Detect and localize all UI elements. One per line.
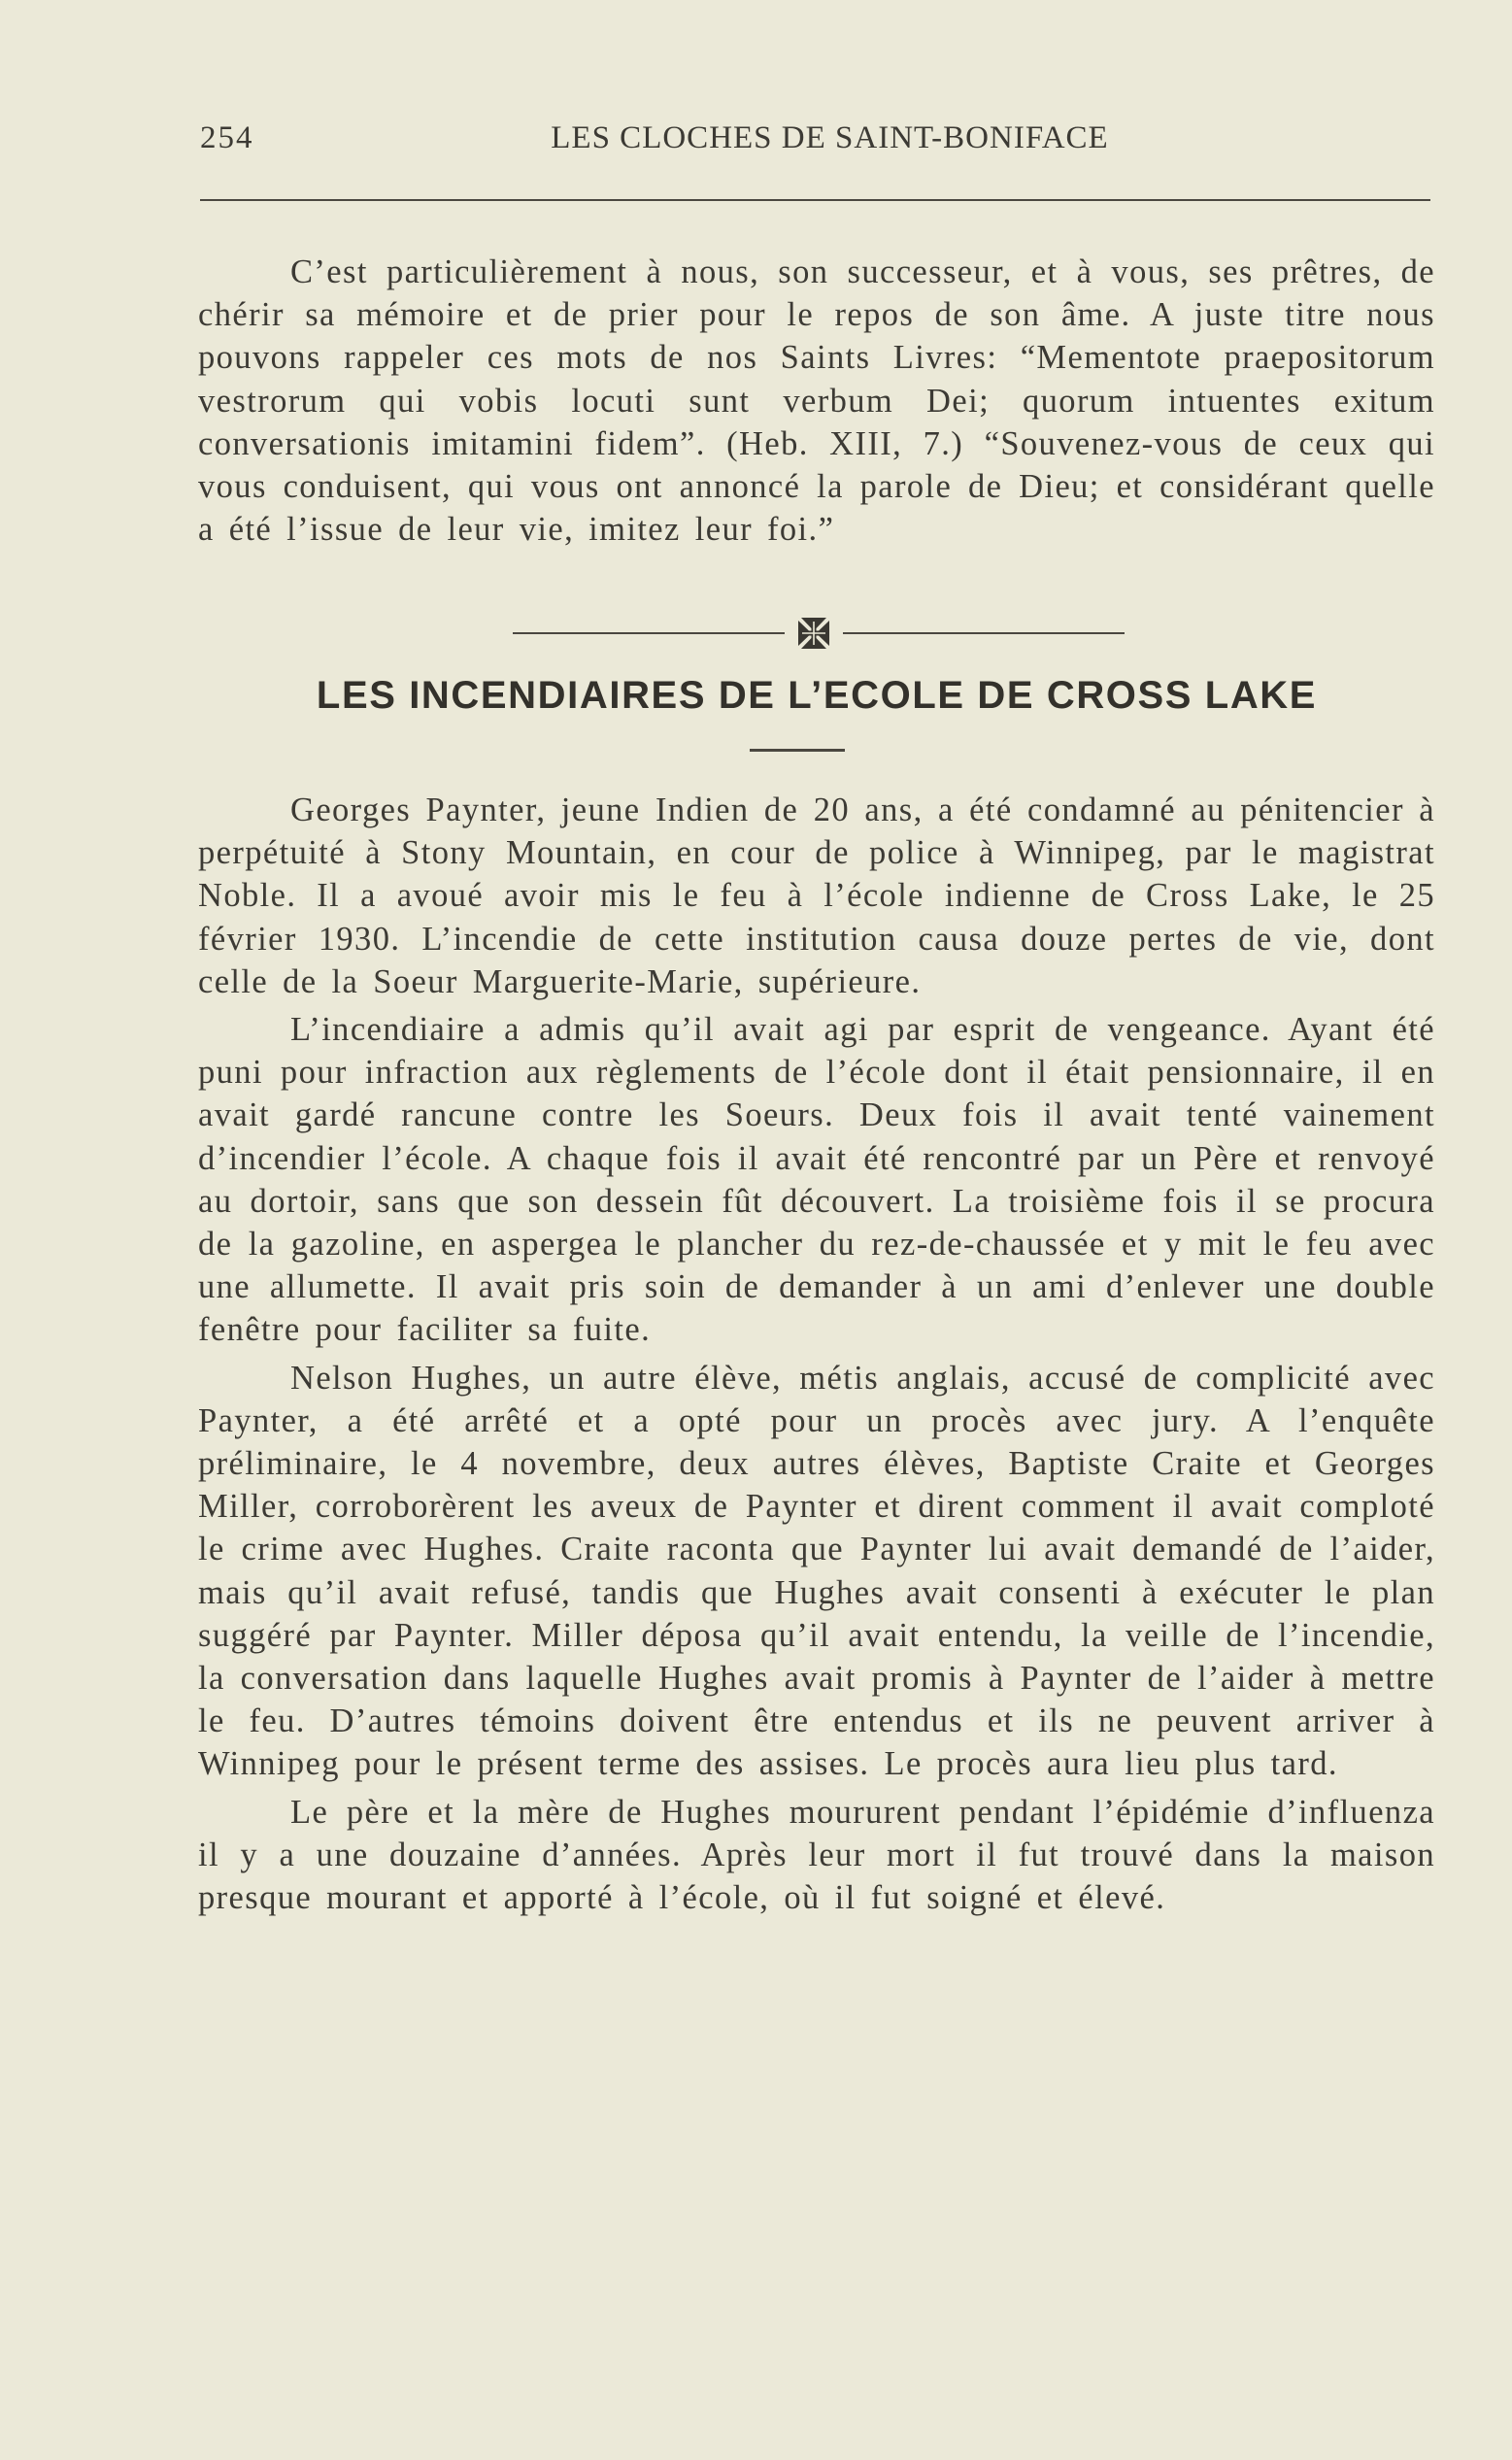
page-number: 254 (200, 120, 254, 155)
article-body (198, 789, 1435, 1919)
running-title: LES CLOCHES DE SAINT-BONIFACE (551, 120, 1109, 155)
intro-paragraph: C’est particulièrement à nous, son successeur, et à vous, ses prêtres, de chérir sa mémoire et de prier pour le repos de son âme. A juste titre nous pouvons rappeler ces mots de nos Saints Livres: “Mementote praepositorum vestrorum qui vobis locuti sunt verbum Dei; quorum intuentes exitum conversationis imitamini fidem”. (Heb. XIII, 7.) “Souvenez-vous de ceux qui vous conduisent, qui vous ont annoncé la parole de Dieu; et considérant quelle a été l’issue de leur vie, imitez leur foi.” (198, 253, 1435, 549)
running-head (200, 120, 1430, 169)
article-paragraph: Georges Paynter, jeune Indien de 20 ans, a été condamné au pénitencier à perpétuité à Stony Mountain, en cour de police à Winnipeg, par le magistrat Noble. Il a avoué avoir mis le feu à l’école indienne de Cross Lake, le 25 février 1930. L’incendie de cette institution causa douze pertes de vie, dont celle de la Soeur Marguerite-Marie, supérieure. (198, 792, 1435, 1000)
divider-line-right (843, 632, 1125, 634)
divider-line-left (513, 632, 785, 634)
header-rule (200, 199, 1430, 201)
intro-text (198, 251, 1435, 551)
article-paragraph: L’incendiaire a admis qu’il avait agi par esprit de vengeance. Ayant été puni pour infraction aux règlements de l’école dont il était pensionnaire, il en avait gardé rancune contre les Soeurs. Deux fois il avait tenté vainement d’incendier l’école. A chaque fois il avait été rencontré par un Père et renvoyé au dortoir, sans que son dessein fût découvert. La troisième fois il se procura de la gazoline, en aspergea le plancher du rez-de-chaussée et y mit le feu avec une allumette. Il avait pris soin de demander à un ami d’enlever une double fenêtre pour faciliter sa fuite. (198, 1011, 1435, 1349)
cross-pattee-icon (794, 614, 833, 653)
article-paragraph: Le père et la mère de Hughes moururent pendant l’épidémie d’influenza il y a une douzaine d’années. Après leur mort il fut trouvé dans la maison presque mourant et apporté à l’école, où il fut soigné et élevé. (198, 1793, 1435, 1917)
article-title: LES INCENDIAIRES DE L’ECOLE DE CROSS LAKE (316, 674, 1318, 717)
title-rule (750, 749, 845, 752)
section-divider (513, 614, 1125, 653)
article-paragraph: Nelson Hughes, un autre élève, métis anglais, accusé de complicité avec Paynter, a été arrêté et a opté pour un procès avec jury. A l’enquête préliminaire, le 4 novembre, deux autres élèves, Baptiste Craite et Georges Miller, corroborèrent les aveux de Paynter et dirent comment il avait comploté le crime avec Hughes. Craite raconta que Paynter lui avait demandé de l’aider, mais qu’il avait refusé, tandis que Hughes avait consenti à exécuter le plan suggéré par Paynter. Miller déposa qu’il avait entendu, la veille de l’incendie, la conversation dans laquelle Hughes avait promis à Paynter de l’aider à mettre le feu. D’autres témoins doivent être entendus et ils ne peuvent arriver à Winnipeg pour le présent terme des assises. Le procès aura lieu plus tard. (198, 1359, 1435, 1783)
